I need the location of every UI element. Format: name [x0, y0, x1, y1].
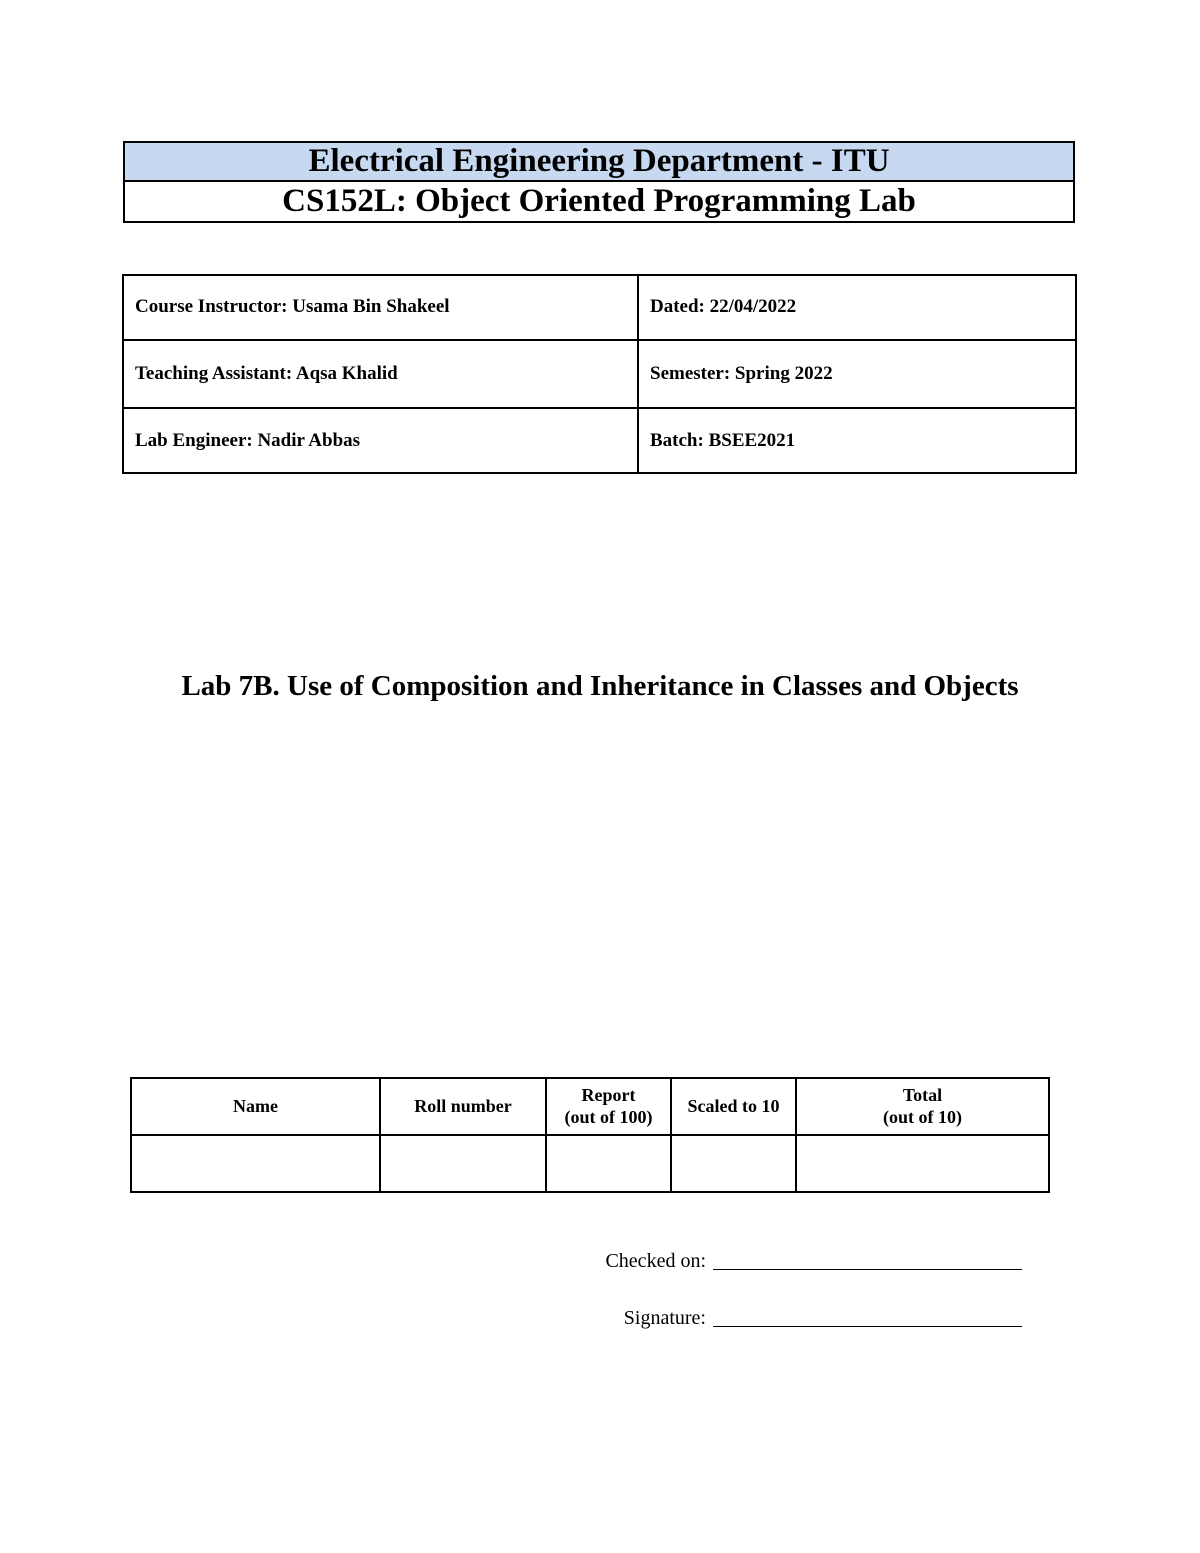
teaching-assistant-cell: Teaching Assistant: Aqsa Khalid — [123, 340, 638, 409]
marks-table — [130, 1077, 1050, 1193]
header-total-line1: Total — [902, 1084, 943, 1105]
header-report-line1: Report — [581, 1084, 636, 1105]
signature-blank[interactable] — [713, 1326, 1022, 1327]
header-total — [796, 1078, 1049, 1135]
dated-cell: Dated: 22/04/2022 — [638, 275, 1076, 340]
total-entry-cell[interactable] — [796, 1135, 1049, 1192]
checked-on-blank[interactable] — [713, 1269, 1022, 1270]
header-name: Name — [131, 1078, 380, 1135]
signature-line — [560, 1307, 1022, 1330]
header-total-line2: (out of 10) — [883, 1106, 962, 1127]
table-row — [123, 275, 1076, 340]
signature-label: Signature: — [623, 1307, 706, 1329]
table-row — [123, 340, 1076, 409]
header-box — [123, 141, 1075, 223]
header-roll-number: Roll number — [380, 1078, 546, 1135]
roll-number-entry-cell[interactable] — [380, 1135, 546, 1192]
marks-entry-row — [131, 1135, 1049, 1192]
department-title: Electrical Engineering Department - ITU — [125, 143, 1073, 182]
course-title: CS152L: Object Oriented Programming Lab — [282, 183, 916, 219]
checked-on-label: Checked on: — [605, 1250, 706, 1272]
header-report — [546, 1078, 671, 1135]
course-info-table — [122, 274, 1077, 474]
marks-header-row — [131, 1078, 1049, 1135]
scaled-entry-cell[interactable] — [671, 1135, 796, 1192]
lab-title: Lab 7B. Use of Composition and Inheritance in Classes and Objects — [181, 670, 1019, 702]
instructor-cell: Course Instructor: Usama Bin Shakeel — [123, 275, 638, 340]
report-entry-cell[interactable] — [546, 1135, 671, 1192]
header-scaled: Scaled to 10 — [671, 1078, 796, 1135]
header-report-line2: (out of 100) — [564, 1106, 653, 1127]
table-row — [123, 408, 1076, 473]
batch-cell: Batch: BSEE2021 — [638, 408, 1076, 473]
name-entry-cell[interactable] — [131, 1135, 380, 1192]
checked-on-line — [560, 1250, 1022, 1273]
lab-engineer-cell: Lab Engineer: Nadir Abbas — [123, 408, 638, 473]
semester-cell: Semester: Spring 2022 — [638, 340, 1076, 409]
